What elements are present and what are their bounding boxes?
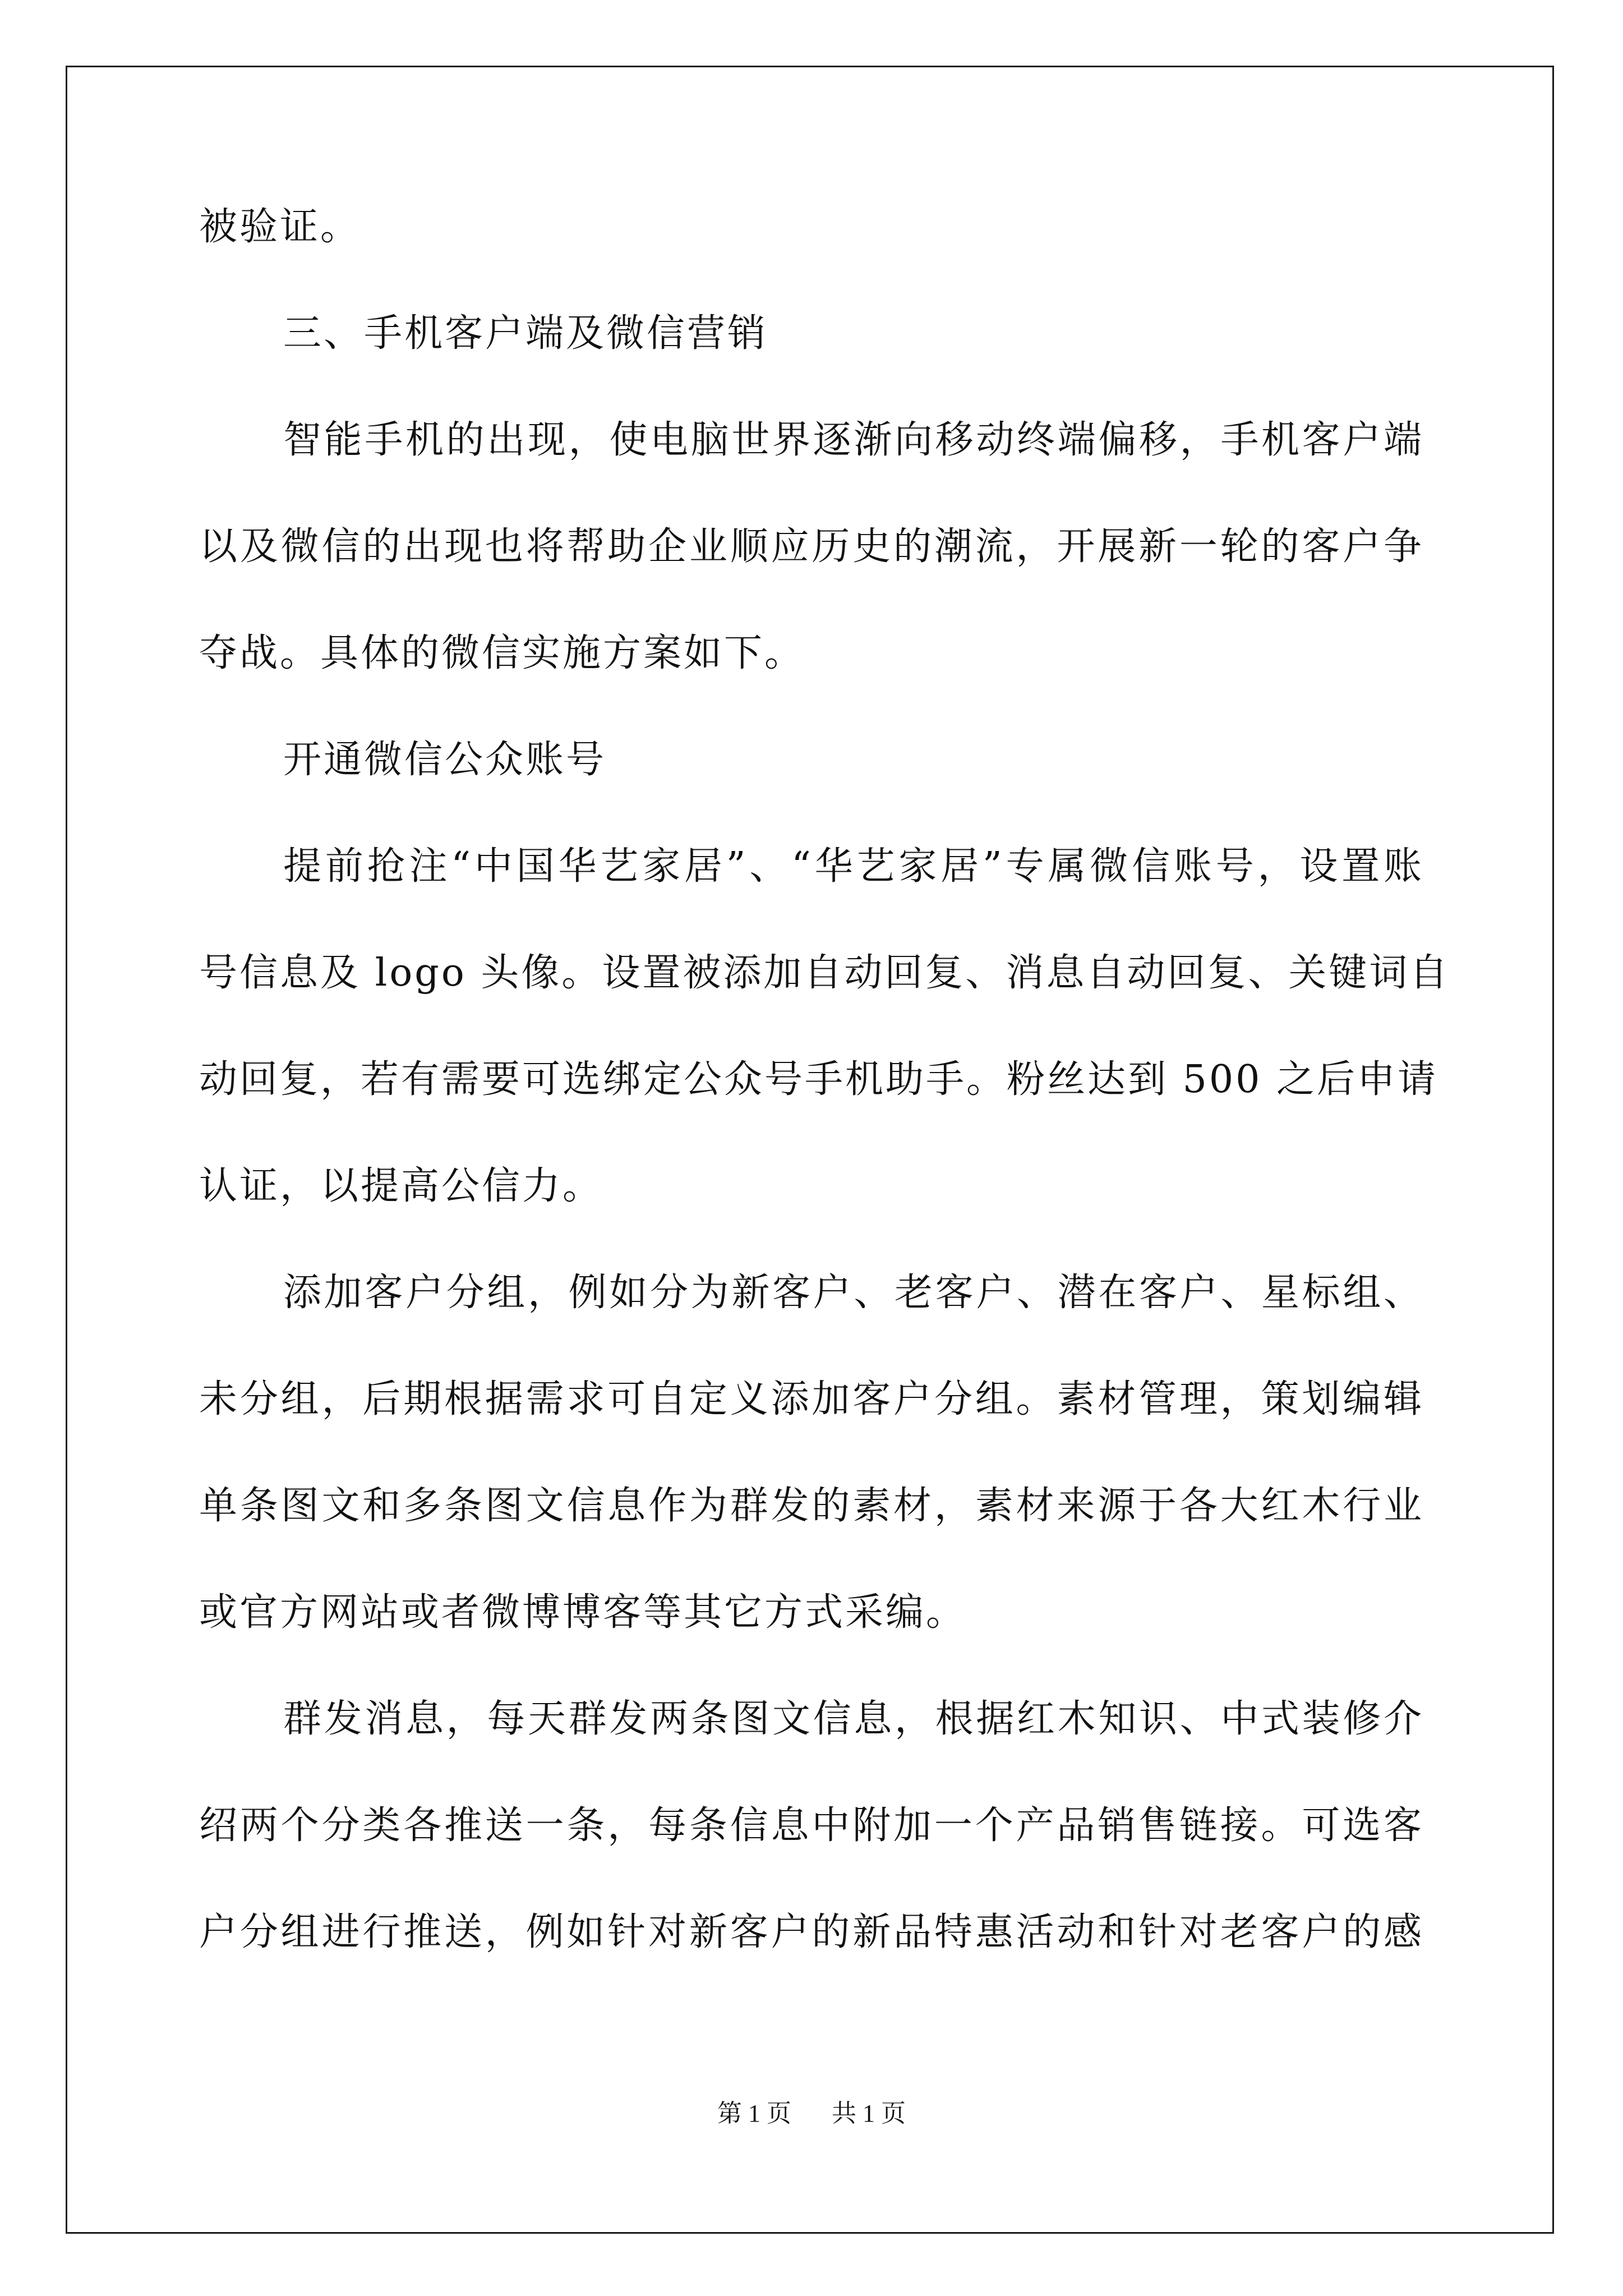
paragraph-line: 被验证。	[199, 205, 361, 249]
paragraph-line: 未分组，后期根据需求可自定义添加客户分组。素材管理，策划编辑	[199, 1377, 1424, 1421]
paragraph-line: 群发消息，每天群发两条图文信息，根据红木知识、中式装修介	[283, 1697, 1424, 1741]
paragraph-line: 添加客户分组，例如分为新客户、老客户、潜在客户、星标组、	[283, 1271, 1424, 1315]
subheading: 开通微信公众账号	[283, 738, 607, 782]
paragraph-line: 提前抢注“中国华艺家居”、“华艺家居”专属微信账号，设置账	[283, 844, 1424, 889]
page-footer	[0, 2097, 1623, 2131]
paragraph-line: 夺战。具体的微信实施方案如下。	[199, 631, 805, 675]
paragraph-line: 户分组进行推送，例如针对新客户的新品特惠活动和针对老客户的感	[199, 1910, 1424, 1954]
section-heading: 三、手机客户端及微信营销	[283, 311, 768, 356]
paragraph-line: 或官方网站或者微博博客等其它方式采编。	[199, 1590, 967, 1635]
paragraph-line: 以及微信的出现也将帮助企业顺应历史的潮流，开展新一轮的客户争	[199, 524, 1424, 569]
paragraph-line: 认证，以提高公信力。	[199, 1164, 603, 1208]
paragraph-line: 智能手机的出现，使电脑世界逐渐向移动终端偏移，手机客户端	[283, 418, 1424, 462]
paragraph-line: 绍两个分类各推送一条，每条信息中附加一个产品销售链接。可选客	[199, 1803, 1424, 1848]
paragraph-line: 单条图文和多条图文信息作为群发的素材，素材来源于各大红木行业	[199, 1484, 1424, 1528]
paragraph-line: 动回复，若有需要可选绑定公众号手机助手。粉丝达到 500 之后申请	[199, 1057, 1438, 1102]
page-number: 第 1 页	[717, 2100, 791, 2127]
paragraph-line: 号信息及 logo 头像。设置被添加自动回复、消息自动回复、关键词自	[199, 951, 1450, 995]
page-total: 共 1 页	[832, 2100, 906, 2127]
